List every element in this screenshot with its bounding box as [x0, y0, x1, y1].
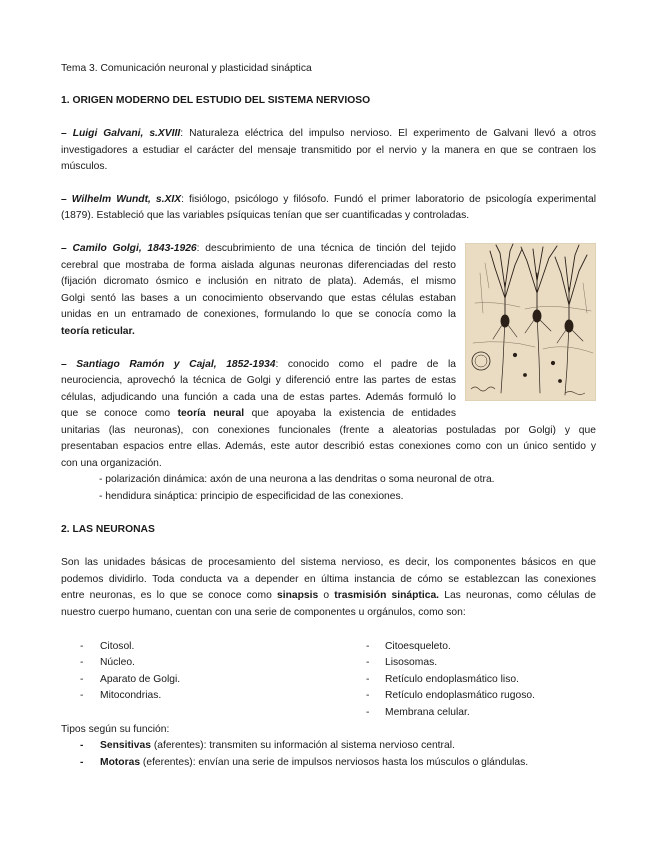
golgi-line-6: teoría reticular. [61, 326, 135, 337]
list-item: Retículo endoplasmático liso. [385, 674, 519, 685]
document-title: Tema 3. Comunicación neuronal y plasticidad sináptica [61, 63, 312, 74]
cajal-subpoint-1: - polarización dinámica: axón de una neurona a las dendritas o soma neuronal de otra. [99, 474, 495, 485]
cajal-subpoint-2: - hendidura sináptica: principio de especificidad de las conexiones. [99, 491, 404, 502]
golgi-line-2: cerebral que mostraba de forma aislada algunas neuronas diferenciadas del resto [61, 260, 456, 271]
section-2-heading: 2. LAS NEURONAS [61, 524, 155, 535]
cajal-line-1: – Santiago Ramón y Cajal, 1852-1934: conocido como el padre de la [61, 359, 456, 370]
neuronas-para-line-3: entre neuronas, es lo que se conoce como sinapsis o trasmisión sináptica. Las neuronas, como células de [61, 590, 597, 601]
list-bullet: - [366, 690, 370, 701]
list-bullet: - [80, 657, 84, 668]
wundt-line-2: (1879). Estableció que las variables psíquicas tenían que ser cuantificadas y controladas. [61, 210, 470, 221]
golgi-line-3: (fijación dicromato ósmico e inclusión en nitrato de plata). Además, el mismo [61, 276, 456, 287]
list-item: Aparato de Golgi. [100, 674, 181, 685]
list-bullet: - [80, 690, 84, 701]
type-sensitivas: Sensitivas (aferentes): transmiten su información al sistema nervioso central. [100, 740, 455, 751]
list-item: Núcleo. [100, 657, 135, 668]
section-1-heading: 1. ORIGEN MODERNO DEL ESTUDIO DEL SISTEMA NERVIOSO [61, 95, 371, 106]
wundt-line-1: – Wilhelm Wundt, s.XIX: fisiólogo, psicólogo y filósofo. Fundó el primer laboratorio de psicología experimental [61, 194, 596, 205]
list-bullet: - [366, 674, 370, 685]
cajal-line-3: células, adjudicando una función a cada una de estas partes. Además formuló lo [61, 392, 456, 403]
list-bullet: - [366, 707, 370, 718]
golgi-line-1: – Camilo Golgi, 1843-1926: descubrimiento de una técnica de tinción del tejido [61, 243, 456, 254]
list-bullet: - [366, 641, 370, 652]
cajal-line-6: presentaban espacios entre ellas. Además, este autor describió estas conexiones como con un único sentido y [61, 441, 596, 452]
cajal-line-7: con una organización. [61, 458, 162, 469]
neuronas-para-line-4: nuestro cuerpo humano, cuentan con una serie de componentes u orgánulos, como son: [61, 607, 466, 618]
list-item: Retículo endoplasmático rugoso. [385, 690, 535, 701]
list-bullet: - [80, 641, 84, 652]
galvani-line-1: – Luigi Galvani, s.XVIII: Naturaleza eléctrica del impulso nervioso. El experimento de Galvani llevó a otros [61, 128, 596, 139]
neuronas-para-line-1: Son las unidades básicas de procesamiento del sistema nervioso, es decir, los componentes básicos en que [61, 557, 596, 568]
cajal-line-5: unitarias (las neuronas), con conexiones funcionales (frente a aleatorias postuladas por Golgi) y que [61, 425, 596, 436]
type-motoras: Motoras (eferentes): envían una serie de impulsos nerviosos hasta los músculos o glándulas. [100, 757, 529, 768]
list-item: Citosol. [100, 641, 135, 652]
list-bullet: - [80, 674, 84, 685]
galvani-line-2: investigadores a estudiar el carácter del mensaje transmitido por el nervio y la manera en que se contraen los [61, 145, 596, 156]
list-item: Citoesqueleto. [385, 641, 451, 652]
golgi-line-5: unidas en un entramado de conexiones, formulando lo que se conocía como la [61, 309, 456, 320]
golgi-line-4: Golgi sentó las bases a un conocimiento observando que estas células estaban [61, 293, 456, 304]
galvani-line-3: músculos. [61, 161, 108, 172]
neuron-drawing-figure [465, 243, 596, 401]
cajal-line-4: que se conoce como teoría neural que apoyaba la existencia de entidades [61, 408, 456, 419]
list-bullet: - [80, 757, 84, 768]
list-bullet: - [366, 657, 370, 668]
list-item: Membrana celular. [385, 707, 470, 718]
list-item: Mitocondrias. [100, 690, 162, 701]
list-item: Lisosomas. [385, 657, 438, 668]
neuronas-para-line-2: podemos dividirlo. Toda conducta va a depender en última instancia de cómo se establezcan las conexiones [61, 574, 596, 585]
cajal-line-2: neurociencia, aprovechó la técnica de Golgi y diferenció entre las partes de estas [61, 375, 456, 386]
types-heading: Tipos según su función: [61, 724, 170, 735]
list-bullet: - [80, 740, 84, 751]
